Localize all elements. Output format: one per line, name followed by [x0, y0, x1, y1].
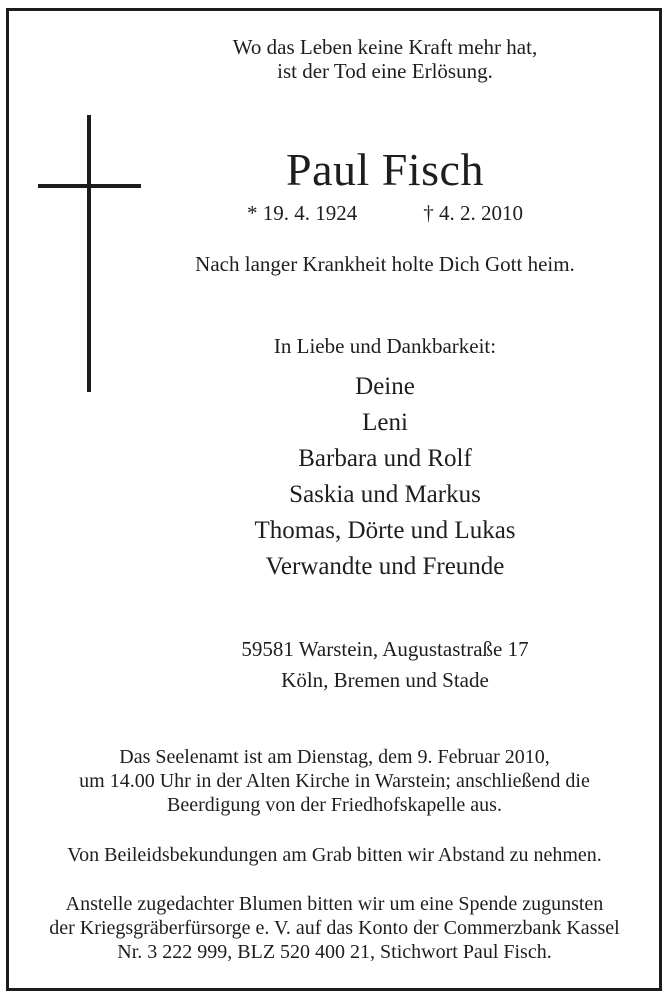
donation-line-3: Nr. 3 222 999, BLZ 520 400 21, Stichwort Paul Fisch.	[117, 941, 552, 963]
mourner-line: Leni	[362, 409, 408, 436]
mourner-line: Verwandte und Freunde	[265, 553, 505, 580]
condolence-note: Von Beileidsbekundungen am Grab bitten wir Abstand zu nehmen.	[67, 844, 602, 866]
death-date: † 4. 2. 2010	[423, 201, 523, 225]
address-line-1: 59581 Warstein, Augustastraße 17	[241, 637, 529, 661]
mourners-intro: In Liebe und Dankbarkeit:	[273, 334, 497, 358]
mourner-line: Barbara und Rolf	[298, 445, 472, 472]
service-line-2: um 14.00 Uhr in der Alten Kirche in Warstein; anschließend die	[79, 770, 590, 792]
footer-column	[10, 0, 659, 1000]
birth-date: * 19. 4. 1924	[247, 201, 358, 225]
donation-line-2: der Kriegsgräberfürsorge e. V. auf das Konto der Commerzbank Kassel	[49, 917, 620, 939]
epigraph-line-2: ist der Tod eine Erlösung.	[277, 59, 493, 83]
epigraph-line-1: Wo das Leben keine Kraft mehr hat,	[232, 35, 538, 59]
mourner-line: Thomas, Dörte und Lukas	[254, 517, 516, 544]
donation-request	[10, 892, 659, 964]
service-line-3: Beerdigung von der Friedhofskapelle aus.	[167, 794, 502, 816]
mourner-line: Saskia und Markus	[289, 481, 481, 508]
mourner-line: Deine	[355, 373, 415, 400]
donation-line-1: Anstelle zugedachter Blumen bitten wir um eine Spende zugunsten	[65, 893, 604, 915]
deceased-name: Paul Fisch	[286, 144, 484, 195]
motto-line: Nach langer Krankheit holte Dich Gott heim.	[195, 252, 575, 276]
service-line-1: Das Seelenamt ist am Dienstag, dem 9. Februar 2010,	[119, 746, 550, 768]
funeral-service-info	[10, 745, 659, 817]
address-line-2: Köln, Bremen und Stade	[281, 668, 489, 692]
